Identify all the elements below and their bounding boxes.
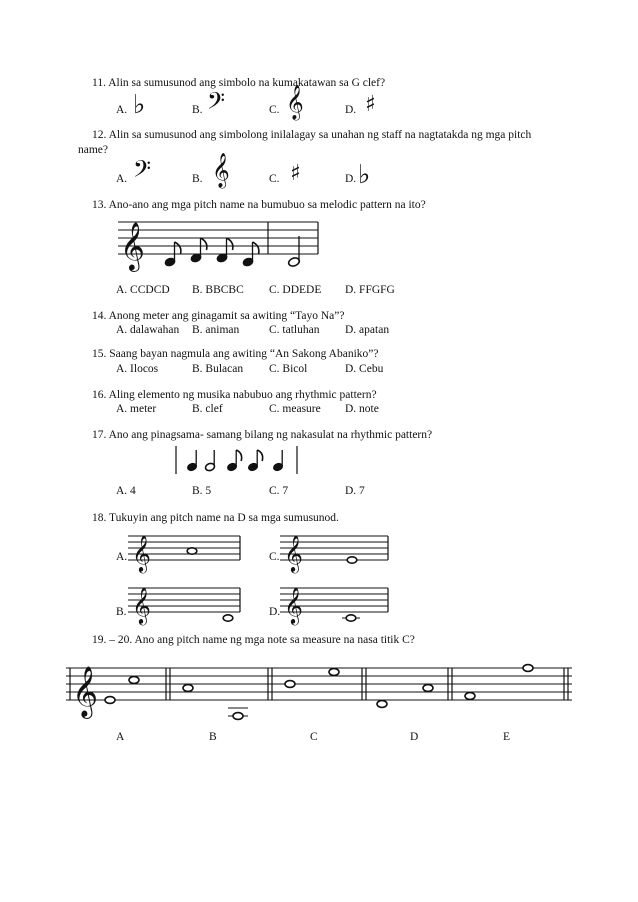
sharp-icon: ♯: [290, 161, 301, 186]
q18-option-a-staff: [128, 532, 244, 576]
question-19-20: 19. – 20. Ano ang pitch name ng mga note sa measure na nasa titik C?: [92, 634, 415, 646]
q15-option-c: C. Bicol: [269, 363, 308, 375]
q13-option-c: C. DDEDE: [269, 284, 322, 296]
question-12-line-1: 12. Alin sa sumusunod ang simbolong inilalagay sa unahan ng staff na nagtatakda ng mga pitch: [92, 129, 532, 141]
flat-icon: ♭: [133, 90, 146, 120]
q18-option-b-label: B.: [116, 606, 127, 618]
treble-clef-icon: 𝄞: [212, 153, 230, 188]
treble-clef-icon: 𝄞: [284, 534, 303, 572]
treble-clef-icon: 𝄞: [284, 586, 303, 624]
q12-option-d-label: D.: [345, 173, 357, 185]
q16-option-a: A. meter: [116, 403, 157, 415]
bass-clef-icon: 𝄢: [207, 87, 226, 120]
q19-measures-staff: [66, 660, 576, 724]
treble-clef-icon: 𝄞: [72, 666, 99, 717]
q16-option-c: C. measure: [269, 403, 321, 415]
measure-label-c: C: [310, 731, 318, 743]
question-17: 17. Ano ang pinagsama- samang bilang ng nakasulat na rhythmic pattern?: [92, 429, 433, 441]
q11-option-a-label: A.: [116, 104, 128, 116]
q17-option-d: D. 7: [345, 485, 365, 497]
q16-option-d: D. note: [345, 403, 379, 415]
q18-option-c-label: C.: [269, 551, 280, 563]
question-14: 14. Anong meter ang ginagamit sa awiting “Tayo Na”?: [92, 310, 345, 322]
q15-option-d: D. Cebu: [345, 363, 384, 375]
q13-melodic-pattern-staff: [118, 216, 328, 276]
q15-option-b: B. Bulacan: [192, 363, 244, 375]
question-11: 11. Alin sa sumusunod ang simbolo na kumakatawan sa G clef?: [92, 77, 386, 89]
q11-option-c-label: C.: [269, 104, 280, 116]
q12-option-c-label: C.: [269, 173, 280, 185]
q14-option-b: B. animan: [192, 324, 240, 336]
question-15: 15. Saang bayan nagmula ang awiting “An Sakong Abaniko”?: [92, 348, 379, 360]
measure-label-b: B: [209, 731, 217, 743]
flat-icon: ♭: [358, 160, 371, 190]
q17-option-b: B. 5: [192, 485, 212, 497]
q14-option-d: D. apatan: [345, 324, 390, 336]
treble-clef-icon: 𝄞: [120, 221, 145, 270]
question-16: 16. Aling elemento ng musika nabubuo ang rhythmic pattern?: [92, 389, 377, 401]
q15-option-a: A. Ilocos: [116, 363, 159, 375]
q13-option-d: D. FFGFG: [345, 284, 395, 296]
measure-label-d: D: [410, 731, 419, 743]
q13-option-a: A. CCDCD: [116, 284, 170, 296]
q17-rhythmic-pattern: [170, 444, 310, 478]
q11-option-b-label: B.: [192, 104, 203, 116]
treble-clef-icon: 𝄞: [132, 586, 151, 624]
q18-option-a-label: A.: [116, 551, 128, 563]
q18-option-d-label: D.: [269, 606, 281, 618]
q17-option-a: A. 4: [116, 485, 136, 497]
measure-label-a: A: [116, 731, 125, 743]
q13-option-b: B. BBCBC: [192, 284, 244, 296]
q16-option-b: B. clef: [192, 403, 223, 415]
q18-option-b-staff: [128, 584, 244, 628]
q14-option-c: C. tatluhan: [269, 324, 320, 336]
treble-clef-icon: 𝄞: [132, 534, 151, 572]
q14-option-a: A. dalawahan: [116, 324, 180, 336]
treble-clef-icon: 𝄞: [286, 85, 304, 120]
q12-option-b-label: B.: [192, 173, 203, 185]
measure-label-e: E: [503, 731, 511, 743]
bass-clef-icon: 𝄢: [133, 155, 152, 188]
q12-option-a-label: A.: [116, 173, 128, 185]
question-18: 18. Tukuyin ang pitch name na D sa mga sumusunod.: [92, 512, 339, 524]
question-13: 13. Ano-ano ang mga pitch name na bumubuo sa melodic pattern na ito?: [92, 199, 426, 211]
question-12-line-2: name?: [78, 144, 109, 156]
sharp-icon: ♯: [365, 92, 376, 117]
q18-option-c-staff: [280, 532, 396, 576]
q11-option-d-label: D.: [345, 104, 357, 116]
q17-option-c: C. 7: [269, 485, 289, 497]
q18-option-d-staff: [280, 584, 396, 628]
